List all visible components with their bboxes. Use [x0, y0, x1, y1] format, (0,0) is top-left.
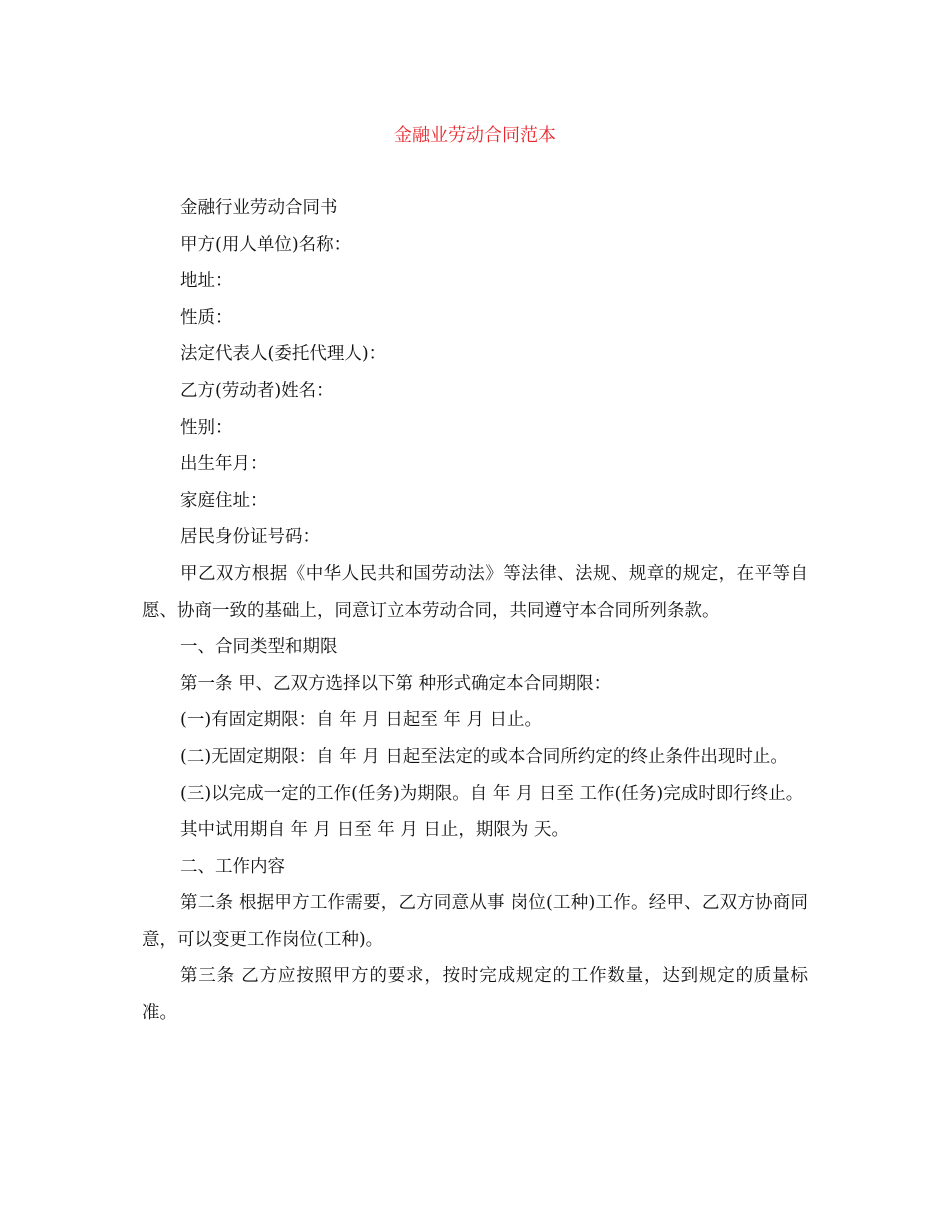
paragraph: (三)以完成一定的工作(任务)为期限。自 年 月 日至 工作(任务)完成时即行终止。 [180, 783, 804, 804]
paragraph: 法定代表人(委托代理人)： [180, 344, 387, 365]
paragraph: 性别： [180, 417, 233, 438]
document-title: 金融业劳动合同范本 [394, 125, 556, 146]
paragraph: 第二条 根据甲方工作需要，乙方同意从事 岗位(工种)工作。经甲、乙双方协商同意，可以变更工作岗位(工种)。 [142, 893, 808, 950]
document-body [142, 190, 808, 1032]
paragraph: (二)无固定期限：自 年 月 日起至法定的或本合同所约定的终止条件出现时止。 [180, 746, 788, 767]
paragraph: 家庭住址： [180, 490, 268, 511]
paragraph: 性质： [180, 307, 233, 328]
paragraph: 地址： [180, 271, 233, 292]
paragraph: 乙方(劳动者)姓名： [180, 380, 334, 401]
paragraph: 甲方(用人单位)名称： [180, 234, 352, 255]
paragraph: 甲乙双方根据《中华人民共和国劳动法》等法律、法规、规章的规定，在平等自愿、协商一致的基础上，同意订立本劳动合同，共同遵守本合同所列条款。 [142, 563, 808, 621]
paragraph: 出生年月： [180, 454, 268, 475]
paragraph: 第三条 乙方应按照甲方的要求，按时完成规定的工作数量，达到规定的质量标准。 [142, 966, 808, 1024]
paragraph: 居民身份证号码： [180, 527, 320, 548]
section-heading: 一、合同类型和期限 [180, 637, 338, 658]
paragraph: 金融行业劳动合同书 [180, 198, 338, 218]
paragraph: (一)有固定期限：自 年 月 日起至 年 月 日止。 [180, 710, 543, 731]
paragraph: 其中试用期自 年 月 日至 年 月 日止，期限为 天。 [180, 820, 569, 841]
paragraph: 第一条 甲、乙双方选择以下第 种形式确定本合同期限： [180, 673, 612, 694]
section-heading: 二、工作内容 [180, 856, 285, 877]
